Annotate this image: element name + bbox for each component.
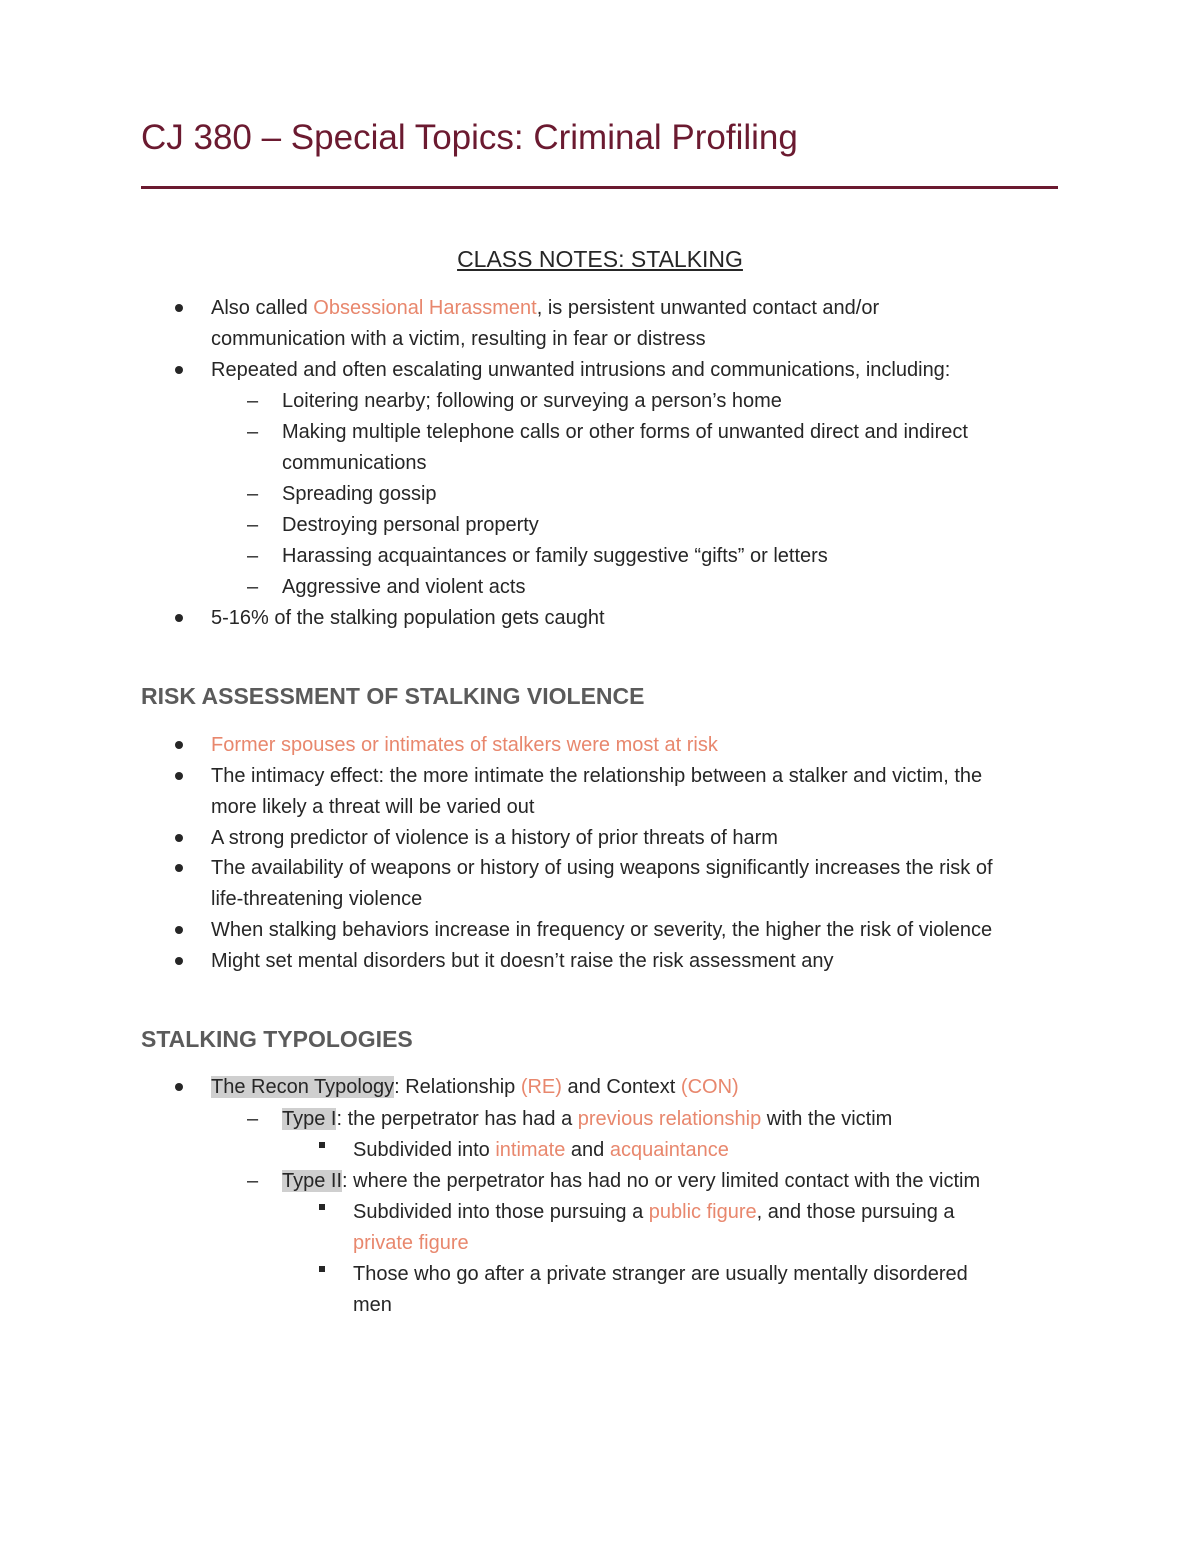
highlighted-term: Type II <box>282 1170 343 1192</box>
square-bullet-icon <box>319 1204 325 1210</box>
dash-icon: – <box>247 1108 259 1130</box>
text-segment: Subdivided into <box>353 1139 496 1161</box>
bullet-icon <box>175 614 183 622</box>
sub-item: Aggressive and violent acts <box>282 576 526 598</box>
document-title: CJ 380 – Special Topics: Criminal Profiling <box>141 118 798 157</box>
square-bullet-icon <box>319 1142 325 1148</box>
bullet-text: The intimacy effect: the more intimate the relationship between a stalker and victim, the <box>211 765 983 787</box>
accent-term: previous relationship <box>577 1108 762 1130</box>
bullet-icon <box>175 957 183 965</box>
bullet-text: Might set mental disorders but it doesn’t raise the risk assessment any <box>211 950 834 972</box>
highlighted-term: Obsessional Harassment <box>313 297 537 319</box>
accent-term: public figure <box>648 1201 757 1223</box>
sub-item: Spreading gossip <box>282 483 437 505</box>
bullet-text: The availability of weapons or history of using weapons significantly increases the risk of <box>211 857 993 879</box>
square-bullet-icon <box>319 1266 325 1272</box>
sub-item-continuation: communications <box>282 452 427 474</box>
sub-item: Making multiple telephone calls or other forms of unwanted direct and indirect <box>282 421 968 443</box>
bullet-text-continuation: life-threatening violence <box>211 888 423 910</box>
text-segment: Also called <box>211 297 314 319</box>
sub-item: Loitering nearby; following or surveying a person’s home <box>282 390 782 412</box>
accent-term: acquaintance <box>609 1139 729 1161</box>
highlighted-term: The Recon Typology <box>211 1076 395 1098</box>
text-segment: : Relationship <box>394 1076 521 1098</box>
sub-sub-item <box>353 1137 729 1163</box>
bullet-text: Former spouses or intimates of stalkers were most at risk <box>211 734 718 756</box>
sub-sub-item-continuation: men <box>353 1294 392 1316</box>
bullet-icon <box>175 1083 183 1091</box>
bullet-text: A strong predictor of violence is a history of prior threats of harm <box>211 827 778 849</box>
sub-sub-item <box>353 1199 955 1225</box>
accent-term: intimate <box>495 1139 566 1161</box>
section-heading: RISK ASSESSMENT OF STALKING VIOLENCE <box>141 683 645 709</box>
sub-item: Harassing acquaintances or family suggestive “gifts” or letters <box>282 545 828 567</box>
section-title: CLASS NOTES: STALKING <box>457 246 743 272</box>
sub-item: Destroying personal property <box>282 514 539 536</box>
highlighted-term: Type I <box>282 1108 337 1130</box>
text-segment: : the perpetrator has had a <box>336 1108 578 1130</box>
text-segment: , and those pursuing a <box>756 1201 955 1223</box>
bullet-text-continuation: more likely a threat will be varied out <box>211 796 535 818</box>
bullet-icon <box>175 772 183 780</box>
dash-icon: – <box>247 514 259 536</box>
text-segment: and Context <box>561 1076 681 1098</box>
sub-sub-item: Those who go after a private stranger are usually mentally disordered <box>353 1263 968 1285</box>
bullet-text: 5-16% of the stalking population gets caught <box>211 607 605 629</box>
bullet-icon <box>175 926 183 934</box>
section-heading: STALKING TYPOLOGIES <box>141 1026 413 1052</box>
text-segment: : where the perpetrator has had no or very limited contact with the victim <box>342 1170 981 1192</box>
bullet-icon <box>175 834 183 842</box>
dash-icon: – <box>247 576 259 598</box>
bullet-text <box>211 295 879 321</box>
abbreviation: (CON) <box>680 1076 739 1098</box>
bullet-text-continuation: communication with a victim, resulting in fear or distress <box>211 328 706 350</box>
dash-icon: – <box>247 390 259 412</box>
text-segment: and <box>565 1139 610 1161</box>
bullet-icon <box>175 864 183 872</box>
dash-icon: – <box>247 545 259 567</box>
sub-item <box>282 1168 980 1194</box>
bullet-icon <box>175 741 183 749</box>
bullet-text <box>211 1074 739 1100</box>
text-segment: Subdivided into those pursuing a <box>353 1201 649 1223</box>
text-segment: , is persistent unwanted contact and/or <box>536 297 880 319</box>
accent-term: private figure <box>353 1232 469 1254</box>
dash-icon: – <box>247 483 259 505</box>
text-segment: with the victim <box>761 1108 893 1130</box>
abbreviation: (RE) <box>520 1076 562 1098</box>
sub-item <box>282 1106 892 1132</box>
bullet-icon <box>175 304 183 312</box>
bullet-text: When stalking behaviors increase in frequency or severity, the higher the risk of violence <box>211 919 993 941</box>
dash-icon: – <box>247 1170 259 1192</box>
bullet-text: Repeated and often escalating unwanted intrusions and communications, including: <box>211 359 951 381</box>
dash-icon: – <box>247 421 259 443</box>
bullet-icon <box>175 366 183 374</box>
title-rule <box>141 186 1058 189</box>
